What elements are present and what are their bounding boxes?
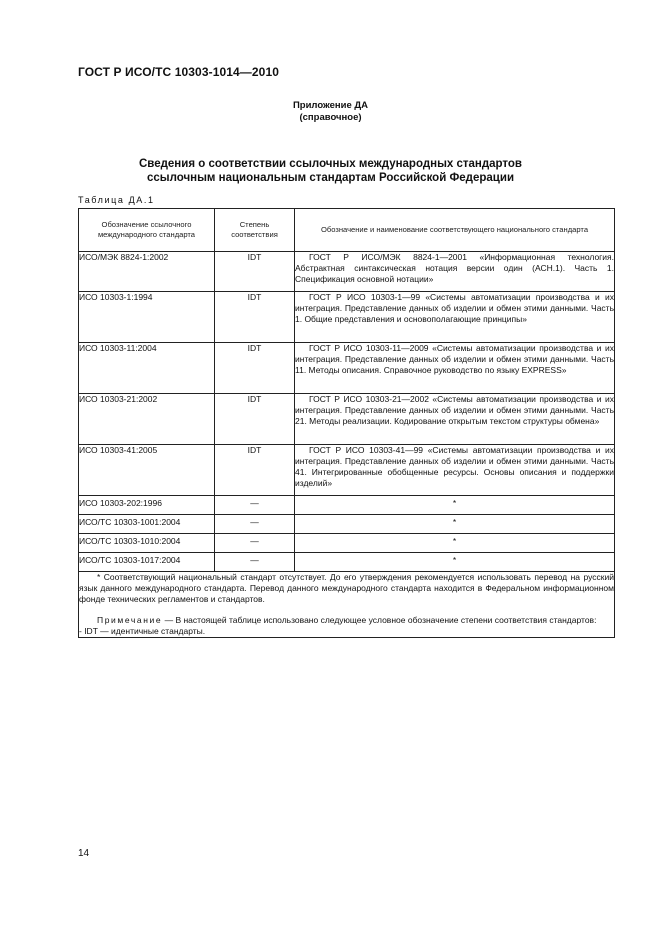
cell-national: ГОСТ Р ИСО 10303-21—2002 «Системы автоматизации производства и их интеграция. Представление данных об изделии и обмен этими данными. Часть 21. Методы реализации. Кодирование открытым текстом структуры обмена» xyxy=(295,394,615,445)
note-item: - IDT — идентичные стандарты. xyxy=(79,626,206,636)
table-row xyxy=(79,394,615,445)
notes-row xyxy=(79,572,615,638)
note-spacer xyxy=(79,605,614,615)
header-degree: Степень соответствия xyxy=(215,209,295,252)
cell-standard: ИСО/ТС 10303-1010:2004 xyxy=(79,534,215,553)
cell-standard: ИСО 10303-1:1994 xyxy=(79,292,215,343)
cell-national: ГОСТ Р ИСО/МЭК 8824-1—2001 «Информационная технология. Абстрактная синтаксическая нотация версии один (АСН.1). Часть 1. Спецификация основной нотации» xyxy=(295,252,615,292)
table-row xyxy=(79,496,615,515)
cell-degree: — xyxy=(215,515,295,534)
cell-degree: IDT xyxy=(215,394,295,445)
cell-degree: — xyxy=(215,553,295,572)
cell-degree: — xyxy=(215,534,295,553)
standards-table xyxy=(78,208,615,638)
cell-national: * xyxy=(295,515,615,534)
cell-degree: IDT xyxy=(215,292,295,343)
note-label: Примечание xyxy=(97,615,163,625)
standards-table-container xyxy=(78,208,614,638)
note-paragraph xyxy=(79,615,614,626)
header-international-standard: Обозначение ссылочного международного стандарта xyxy=(79,209,215,252)
cell-degree: — xyxy=(215,496,295,515)
cell-degree: IDT xyxy=(215,252,295,292)
header-national-standard: Обозначение и наименование соответствующего национального стандарта xyxy=(295,209,615,252)
table-row xyxy=(79,252,615,292)
cell-national: ГОСТ Р ИСО 10303-1—99 «Системы автоматизации производства и их интеграция. Представление данных об изделии и обмен этими данными. Часть 1. Общие представления и основополагающие принципы» xyxy=(295,292,615,343)
annex-subtitle: (справочное) xyxy=(299,112,362,123)
cell-standard: ИСО 10303-202:1996 xyxy=(79,496,215,515)
note-text: — В настоящей таблице использовано следующее условное обозначение степени соответствия стандартов: xyxy=(164,615,597,625)
cell-degree: IDT xyxy=(215,445,295,496)
cell-standard: ИСО 10303-21:2002 xyxy=(79,394,215,445)
section-title xyxy=(0,157,661,185)
table-row xyxy=(79,343,615,394)
document-header: ГОСТ Р ИСО/ТС 10303-1014—2010 xyxy=(78,65,279,79)
table-row xyxy=(79,553,615,572)
footnote: * Соответствующий национальный стандарт отсутствует. До его утверждения рекомендуется использовать перевод на русский язык данного международного стандарта. Перевод данного международного стандарта находится в Федеральном информационном фонде технических регламентов и стандартов. xyxy=(79,572,614,604)
cell-standard: ИСО/МЭК 8824-1:2002 xyxy=(79,252,215,292)
table-row xyxy=(79,445,615,496)
table-row xyxy=(79,534,615,553)
cell-standard: ИСО/ТС 10303-1001:2004 xyxy=(79,515,215,534)
annex-heading xyxy=(0,100,661,124)
page-number: 14 xyxy=(78,848,90,859)
table-row xyxy=(79,515,615,534)
cell-degree: IDT xyxy=(215,343,295,394)
section-title-line-2: ссылочным национальным стандартам Российской Федерации xyxy=(146,172,515,184)
cell-national: * xyxy=(295,553,615,572)
cell-national: ГОСТ Р ИСО 10303-11—2009 «Системы автоматизации производства и их интеграция. Представление данных об изделии и обмен этими данными. Часть 11. Методы описания. Справочное руководство по языку EXPRESS» xyxy=(295,343,615,394)
cell-national: * xyxy=(295,534,615,553)
table-caption: Таблица ДА.1 xyxy=(78,195,155,205)
annex-title: Приложение ДА xyxy=(292,100,369,111)
cell-national: * xyxy=(295,496,615,515)
cell-standard: ИСО 10303-11:2004 xyxy=(79,343,215,394)
section-title-line-1: Сведения о соответствии ссылочных международных стандартов xyxy=(138,158,522,170)
cell-standard: ИСО/ТС 10303-1017:2004 xyxy=(79,553,215,572)
table-row xyxy=(79,292,615,343)
cell-standard: ИСО 10303-41:2005 xyxy=(79,445,215,496)
cell-national: ГОСТ Р ИСО 10303-41—99 «Системы автоматизации производства и их интеграция. Представление данных об изделии и обмен этими данными. Часть 41. Интегрированные обобщенные ресурсы. Основы описания и поддержки изделий» xyxy=(295,445,615,496)
table-header-row xyxy=(79,209,615,252)
table-notes xyxy=(79,572,615,638)
